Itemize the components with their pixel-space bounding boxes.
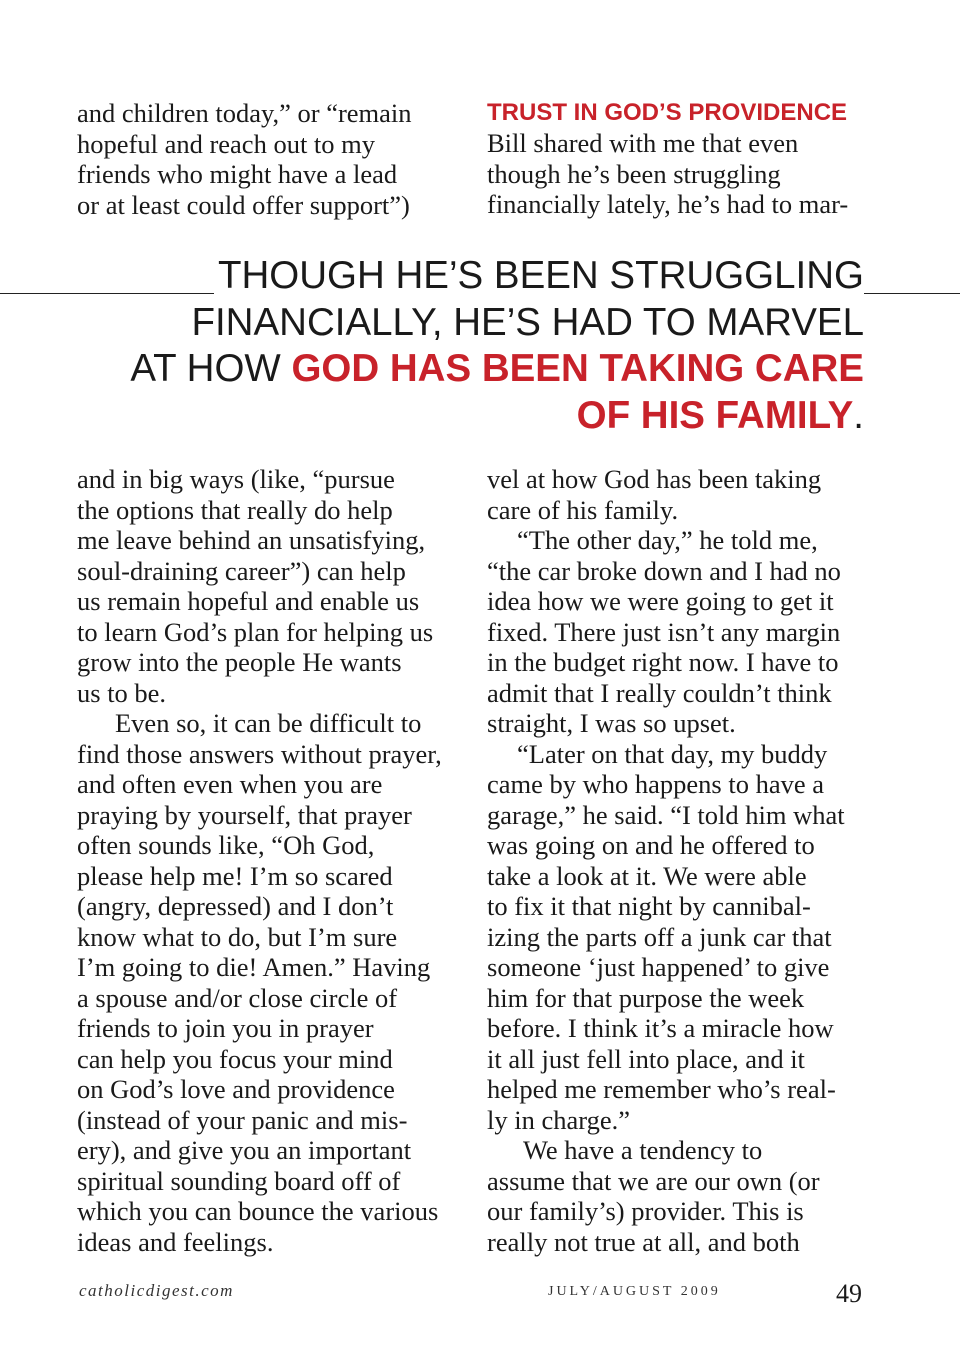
- text-line: straight, I was so upset.: [487, 708, 736, 738]
- pull-quote-highlight: OF HIS FAMILY: [576, 393, 854, 437]
- text-line: (instead of your panic and mis-: [77, 1104, 408, 1135]
- text-line: ly in charge.”: [487, 1104, 630, 1135]
- text-line: to fix it that night by cannibal-: [487, 891, 811, 921]
- footer-website: catholicdigest.com: [79, 1281, 234, 1300]
- footer-issue-date: JULY/AUGUST 2009: [548, 1284, 721, 1299]
- text-line: please help me! I’m so scared: [77, 860, 393, 891]
- text-line: “the car broke down and I had no: [487, 555, 841, 586]
- text-line: though he’s been struggling: [487, 158, 781, 189]
- pull-quote: [126, 253, 864, 439]
- text-line: “Later on that day, my buddy: [517, 738, 828, 769]
- text-line: I’m going to die! Amen.” Having: [77, 952, 431, 982]
- pull-quote-text: AT HOW: [130, 347, 292, 390]
- text-line: or at least could offer support”): [77, 189, 410, 220]
- text-line: us remain hopeful and enable us: [77, 586, 420, 616]
- text-line: praying by yourself, that prayer: [77, 799, 412, 830]
- text-line: soul-draining career”) can help: [77, 555, 406, 586]
- body-right-column: [487, 464, 877, 1257]
- text-line: hopeful and reach out to my: [77, 128, 376, 159]
- text-line: izing the parts off a junk car that: [487, 921, 832, 952]
- text-line: friends who might have a lead: [77, 159, 398, 189]
- text-line: me leave behind an unsatisfying,: [77, 525, 426, 555]
- text-line: a spouse and/or close circle of: [77, 982, 398, 1013]
- text-line: him for that purpose the week: [487, 982, 805, 1013]
- text-line: and in big ways (like, “pursue: [77, 464, 395, 494]
- section-subhead: TRUST IN GOD’S PROVIDENCE: [487, 99, 848, 126]
- text-line: care of his family.: [487, 494, 679, 525]
- text-line: find those answers without prayer,: [77, 738, 442, 769]
- text-line: garage,” he said. “I told him what: [487, 799, 845, 830]
- text-line: the options that really do help: [77, 494, 393, 525]
- text-line: We have a tendency to: [523, 1135, 763, 1165]
- text-line: and children today,” or “remain: [77, 98, 412, 128]
- text-line: before. I think it’s a miracle how: [487, 1013, 834, 1043]
- text-line: Bill shared with me that even: [487, 128, 799, 158]
- text-line: and often even when you are: [77, 769, 383, 799]
- page-number: 49: [836, 1279, 862, 1308]
- top-left-column: [77, 98, 462, 220]
- text-line: take a look at it. We were able: [487, 860, 807, 891]
- body-left-column: [77, 464, 467, 1257]
- text-line: ery), and give you an important: [77, 1135, 412, 1165]
- text-line: admit that I really couldn’t think: [487, 677, 832, 708]
- text-line: vel at how God has been taking: [487, 464, 822, 494]
- text-line: “The other day,” he told me,: [517, 525, 818, 555]
- text-line: know what to do, but I’m sure: [77, 921, 398, 952]
- text-line: us to be.: [77, 677, 167, 708]
- text-line: grow into the people He wants: [77, 647, 402, 677]
- text-line: can help you focus your mind: [77, 1043, 393, 1074]
- text-line: fixed. There just isn’t any margin: [487, 616, 841, 647]
- pull-quote-text: .: [853, 393, 864, 437]
- text-line: our family’s) provider. This is: [487, 1196, 804, 1226]
- text-line: friends to join you in prayer: [77, 1013, 374, 1043]
- pull-quote-line: FINANCIALLY, HE’S HAD TO MARVEL: [126, 300, 864, 347]
- pull-quote-line: [126, 346, 864, 393]
- text-line: someone ‘just happened’ to give: [487, 952, 830, 982]
- text-line: Even so, it can be difficult to: [115, 708, 422, 738]
- text-line: helped me remember who’s real-: [487, 1074, 836, 1104]
- pull-quote-line: THOUGH HE’S BEEN STRUGGLING: [214, 253, 864, 300]
- text-line: on God’s love and providence: [77, 1074, 395, 1104]
- text-line: was going on and he offered to: [487, 830, 815, 860]
- text-line: to learn God’s plan for helping us: [77, 616, 434, 647]
- text-line: spiritual sounding board off of: [77, 1165, 401, 1196]
- text-line: ideas and feelings.: [77, 1226, 274, 1257]
- top-right-column: [487, 128, 877, 220]
- text-line: assume that we are our own (or: [487, 1165, 820, 1196]
- text-line: which you can bounce the various: [77, 1196, 439, 1226]
- text-line: financially lately, he’s had to mar-: [487, 189, 849, 219]
- text-line: came by who happens to have a: [487, 769, 825, 799]
- text-line: in the budget right now. I have to: [487, 647, 839, 677]
- text-line: idea how we were going to get it: [487, 586, 834, 616]
- pull-quote-line: [126, 393, 864, 440]
- pull-quote-highlight: GOD HAS BEEN TAKING CARE: [291, 347, 864, 390]
- text-line: often sounds like, “Oh God,: [77, 830, 375, 860]
- text-line: really not true at all, and both: [487, 1226, 800, 1257]
- text-line: it all just fell into place, and it: [487, 1043, 805, 1074]
- text-line: (angry, depressed) and I don’t: [77, 891, 394, 921]
